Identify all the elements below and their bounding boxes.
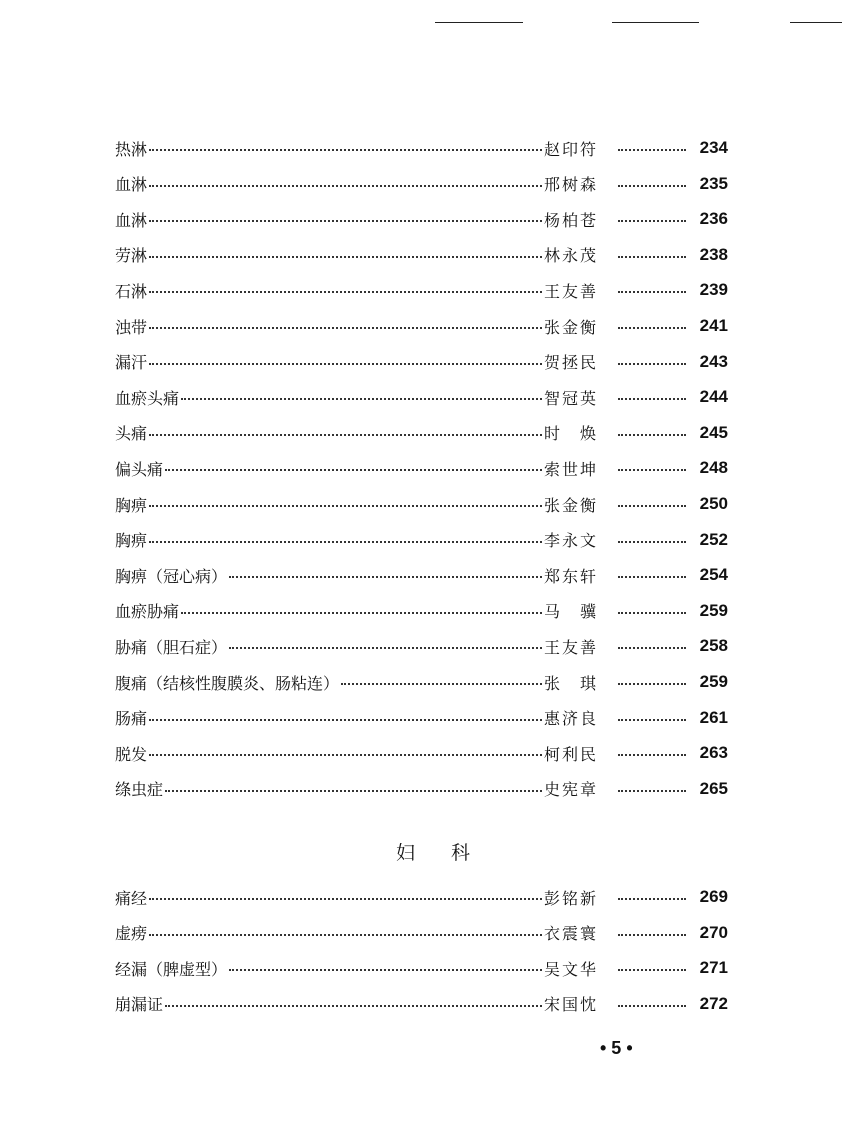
- entry-page: 261: [699, 707, 728, 727]
- entry-author: 王友善: [544, 281, 599, 301]
- entry-author: 邢树森: [544, 175, 599, 195]
- entry-title: 血瘀头痛: [115, 388, 180, 408]
- entry-author: 索世坤: [544, 459, 599, 479]
- entry-page: 244: [699, 387, 728, 407]
- entry-title: 脱发: [115, 744, 148, 764]
- entry-title: 劳淋: [115, 246, 148, 266]
- toc-entry[interactable]: [115, 599, 728, 623]
- dot-leader: [618, 576, 686, 578]
- entry-title: 胸痹（冠心病）: [115, 566, 228, 586]
- toc-entry[interactable]: [115, 278, 728, 302]
- entry-title: 热淋: [115, 139, 148, 159]
- entry-page: 236: [699, 209, 728, 229]
- dot-leader: [165, 469, 542, 471]
- entry-author: 张金衡: [544, 317, 599, 337]
- toc-entry[interactable]: [115, 314, 728, 338]
- dot-leader: [618, 505, 686, 507]
- toc-entry[interactable]: [115, 243, 728, 267]
- dot-leader: [618, 327, 686, 329]
- toc-entry[interactable]: [115, 350, 728, 374]
- dot-leader: [618, 541, 686, 543]
- dot-leader: [149, 434, 542, 436]
- entry-author: 贺拯民: [544, 353, 599, 373]
- entry-title: 胁痛（胆石症）: [115, 637, 228, 657]
- entry-page: 259: [699, 672, 728, 691]
- toc-entry[interactable]: [115, 670, 728, 694]
- dot-leader: [181, 398, 542, 400]
- toc-entry[interactable]: [115, 992, 728, 1016]
- dot-leader: [149, 327, 542, 329]
- page-number: • 5 •: [600, 1038, 633, 1058]
- dot-leader: [618, 363, 686, 365]
- dot-leader: [149, 256, 542, 258]
- dot-leader: [618, 1005, 686, 1007]
- entry-author: 张金衡: [544, 495, 599, 515]
- entry-author: 王友善: [544, 637, 599, 657]
- section-heading: 妇科: [395, 842, 506, 864]
- dot-leader: [149, 220, 542, 222]
- toc-entry[interactable]: [115, 456, 728, 480]
- entry-page: 234: [699, 138, 728, 157]
- entry-title: 偏头痛: [115, 459, 164, 479]
- dot-leader: [341, 683, 542, 685]
- entry-page: 250: [699, 494, 728, 513]
- dot-leader: [618, 149, 686, 151]
- dot-leader: [149, 934, 542, 936]
- entry-page: 259: [699, 600, 728, 620]
- toc-entry[interactable]: [115, 921, 728, 945]
- entry-author: 马 骥: [544, 602, 599, 622]
- entry-page: 269: [699, 887, 728, 906]
- dot-leader: [618, 969, 686, 971]
- dot-leader: [149, 541, 542, 543]
- dot-leader: [618, 291, 686, 293]
- entry-author: 时 焕: [544, 424, 599, 444]
- entry-page: 258: [699, 636, 728, 656]
- entry-author: 柯利民: [544, 744, 599, 764]
- entry-page: 270: [699, 922, 728, 942]
- dot-leader: [149, 505, 542, 507]
- entry-page: 254: [699, 565, 728, 585]
- toc-entry[interactable]: [115, 741, 728, 765]
- dot-leader: [165, 1005, 542, 1007]
- entry-title: 腹痛（结核性腹膜炎、肠粘连）: [115, 673, 340, 693]
- dot-leader: [618, 683, 686, 685]
- toc-entry[interactable]: [115, 492, 728, 516]
- toc-entry[interactable]: [115, 172, 728, 196]
- entry-title: 血淋: [115, 210, 148, 230]
- dot-leader: [149, 754, 542, 756]
- toc-entry[interactable]: [115, 385, 728, 409]
- entry-title: 胸痹: [115, 495, 148, 515]
- entry-page: 272: [699, 993, 728, 1013]
- entry-title: 浊带: [115, 317, 148, 337]
- entry-title: 痛经: [115, 888, 148, 908]
- entry-page: 252: [699, 529, 728, 549]
- entry-title: 经漏（脾虚型）: [115, 959, 228, 979]
- entry-author: 李永文: [544, 531, 599, 551]
- entry-page: 241: [699, 316, 728, 335]
- entry-page: 263: [699, 743, 728, 763]
- toc-entry[interactable]: [115, 421, 728, 445]
- entry-page: 248: [699, 458, 728, 478]
- entry-title: 血瘀胁痛: [115, 602, 180, 622]
- dot-leader: [618, 185, 686, 187]
- header-rule: [790, 22, 842, 23]
- dot-leader: [618, 256, 686, 258]
- dot-leader: [618, 790, 686, 792]
- toc-entry[interactable]: [115, 956, 728, 980]
- entry-author: 张 琪: [544, 673, 599, 693]
- toc-entry[interactable]: [115, 777, 728, 801]
- entry-page: 243: [699, 351, 728, 371]
- dot-leader: [618, 220, 686, 222]
- toc-entry[interactable]: [115, 885, 728, 909]
- entry-page: 239: [699, 280, 728, 300]
- entry-page: 245: [699, 422, 728, 442]
- entry-author: 彭铭新: [544, 888, 599, 908]
- toc-entry[interactable]: [115, 136, 728, 160]
- entry-author: 智冠英: [544, 388, 599, 408]
- entry-title: 石淋: [115, 281, 148, 301]
- dot-leader: [229, 576, 542, 578]
- dot-leader: [149, 898, 542, 900]
- dot-leader: [229, 969, 542, 971]
- entry-title: 胸痹: [115, 531, 148, 551]
- dot-leader: [618, 898, 686, 900]
- entry-title: 头痛: [115, 424, 148, 444]
- entry-page: 265: [699, 778, 728, 798]
- dot-leader: [165, 790, 542, 792]
- entry-page: 235: [699, 173, 728, 193]
- toc-entry[interactable]: [115, 528, 728, 552]
- toc-entry[interactable]: [115, 706, 728, 730]
- dot-leader: [618, 719, 686, 721]
- entry-title: 虚痨: [115, 924, 148, 944]
- entry-page: 271: [699, 958, 728, 978]
- dot-leader: [618, 469, 686, 471]
- entry-author: 史宪章: [544, 780, 599, 800]
- entry-title: 肠痛: [115, 709, 148, 729]
- dot-leader: [149, 185, 542, 187]
- entry-title: 血淋: [115, 175, 148, 195]
- dot-leader: [618, 647, 686, 649]
- dot-leader: [618, 398, 686, 400]
- dot-leader: [229, 647, 542, 649]
- dot-leader: [149, 363, 542, 365]
- entry-title: 崩漏证: [115, 995, 164, 1015]
- entry-author: 杨柏苍: [544, 210, 599, 230]
- entry-author: 郑东轩: [544, 566, 599, 586]
- dot-leader: [149, 291, 542, 293]
- dot-leader: [618, 754, 686, 756]
- entry-author: 衣震寰: [544, 924, 599, 944]
- dot-leader: [618, 934, 686, 936]
- entry-page: 238: [699, 244, 728, 264]
- header-rule: [612, 22, 699, 23]
- dot-leader: [149, 719, 542, 721]
- entry-author: 林永茂: [544, 246, 599, 266]
- header-rule: [435, 22, 523, 23]
- entry-title: 漏汗: [115, 353, 148, 373]
- entry-author: 吴文华: [544, 959, 599, 979]
- dot-leader: [618, 434, 686, 436]
- toc-entry[interactable]: [115, 563, 728, 587]
- entry-author: 赵印符: [544, 139, 599, 159]
- entry-author: 惠济良: [544, 709, 599, 729]
- entry-author: 宋国忱: [544, 995, 599, 1015]
- toc-entry[interactable]: [115, 634, 728, 658]
- toc-entry[interactable]: [115, 207, 728, 231]
- dot-leader: [149, 149, 542, 151]
- entry-title: 绦虫症: [115, 780, 164, 800]
- dot-leader: [181, 612, 542, 614]
- dot-leader: [618, 612, 686, 614]
